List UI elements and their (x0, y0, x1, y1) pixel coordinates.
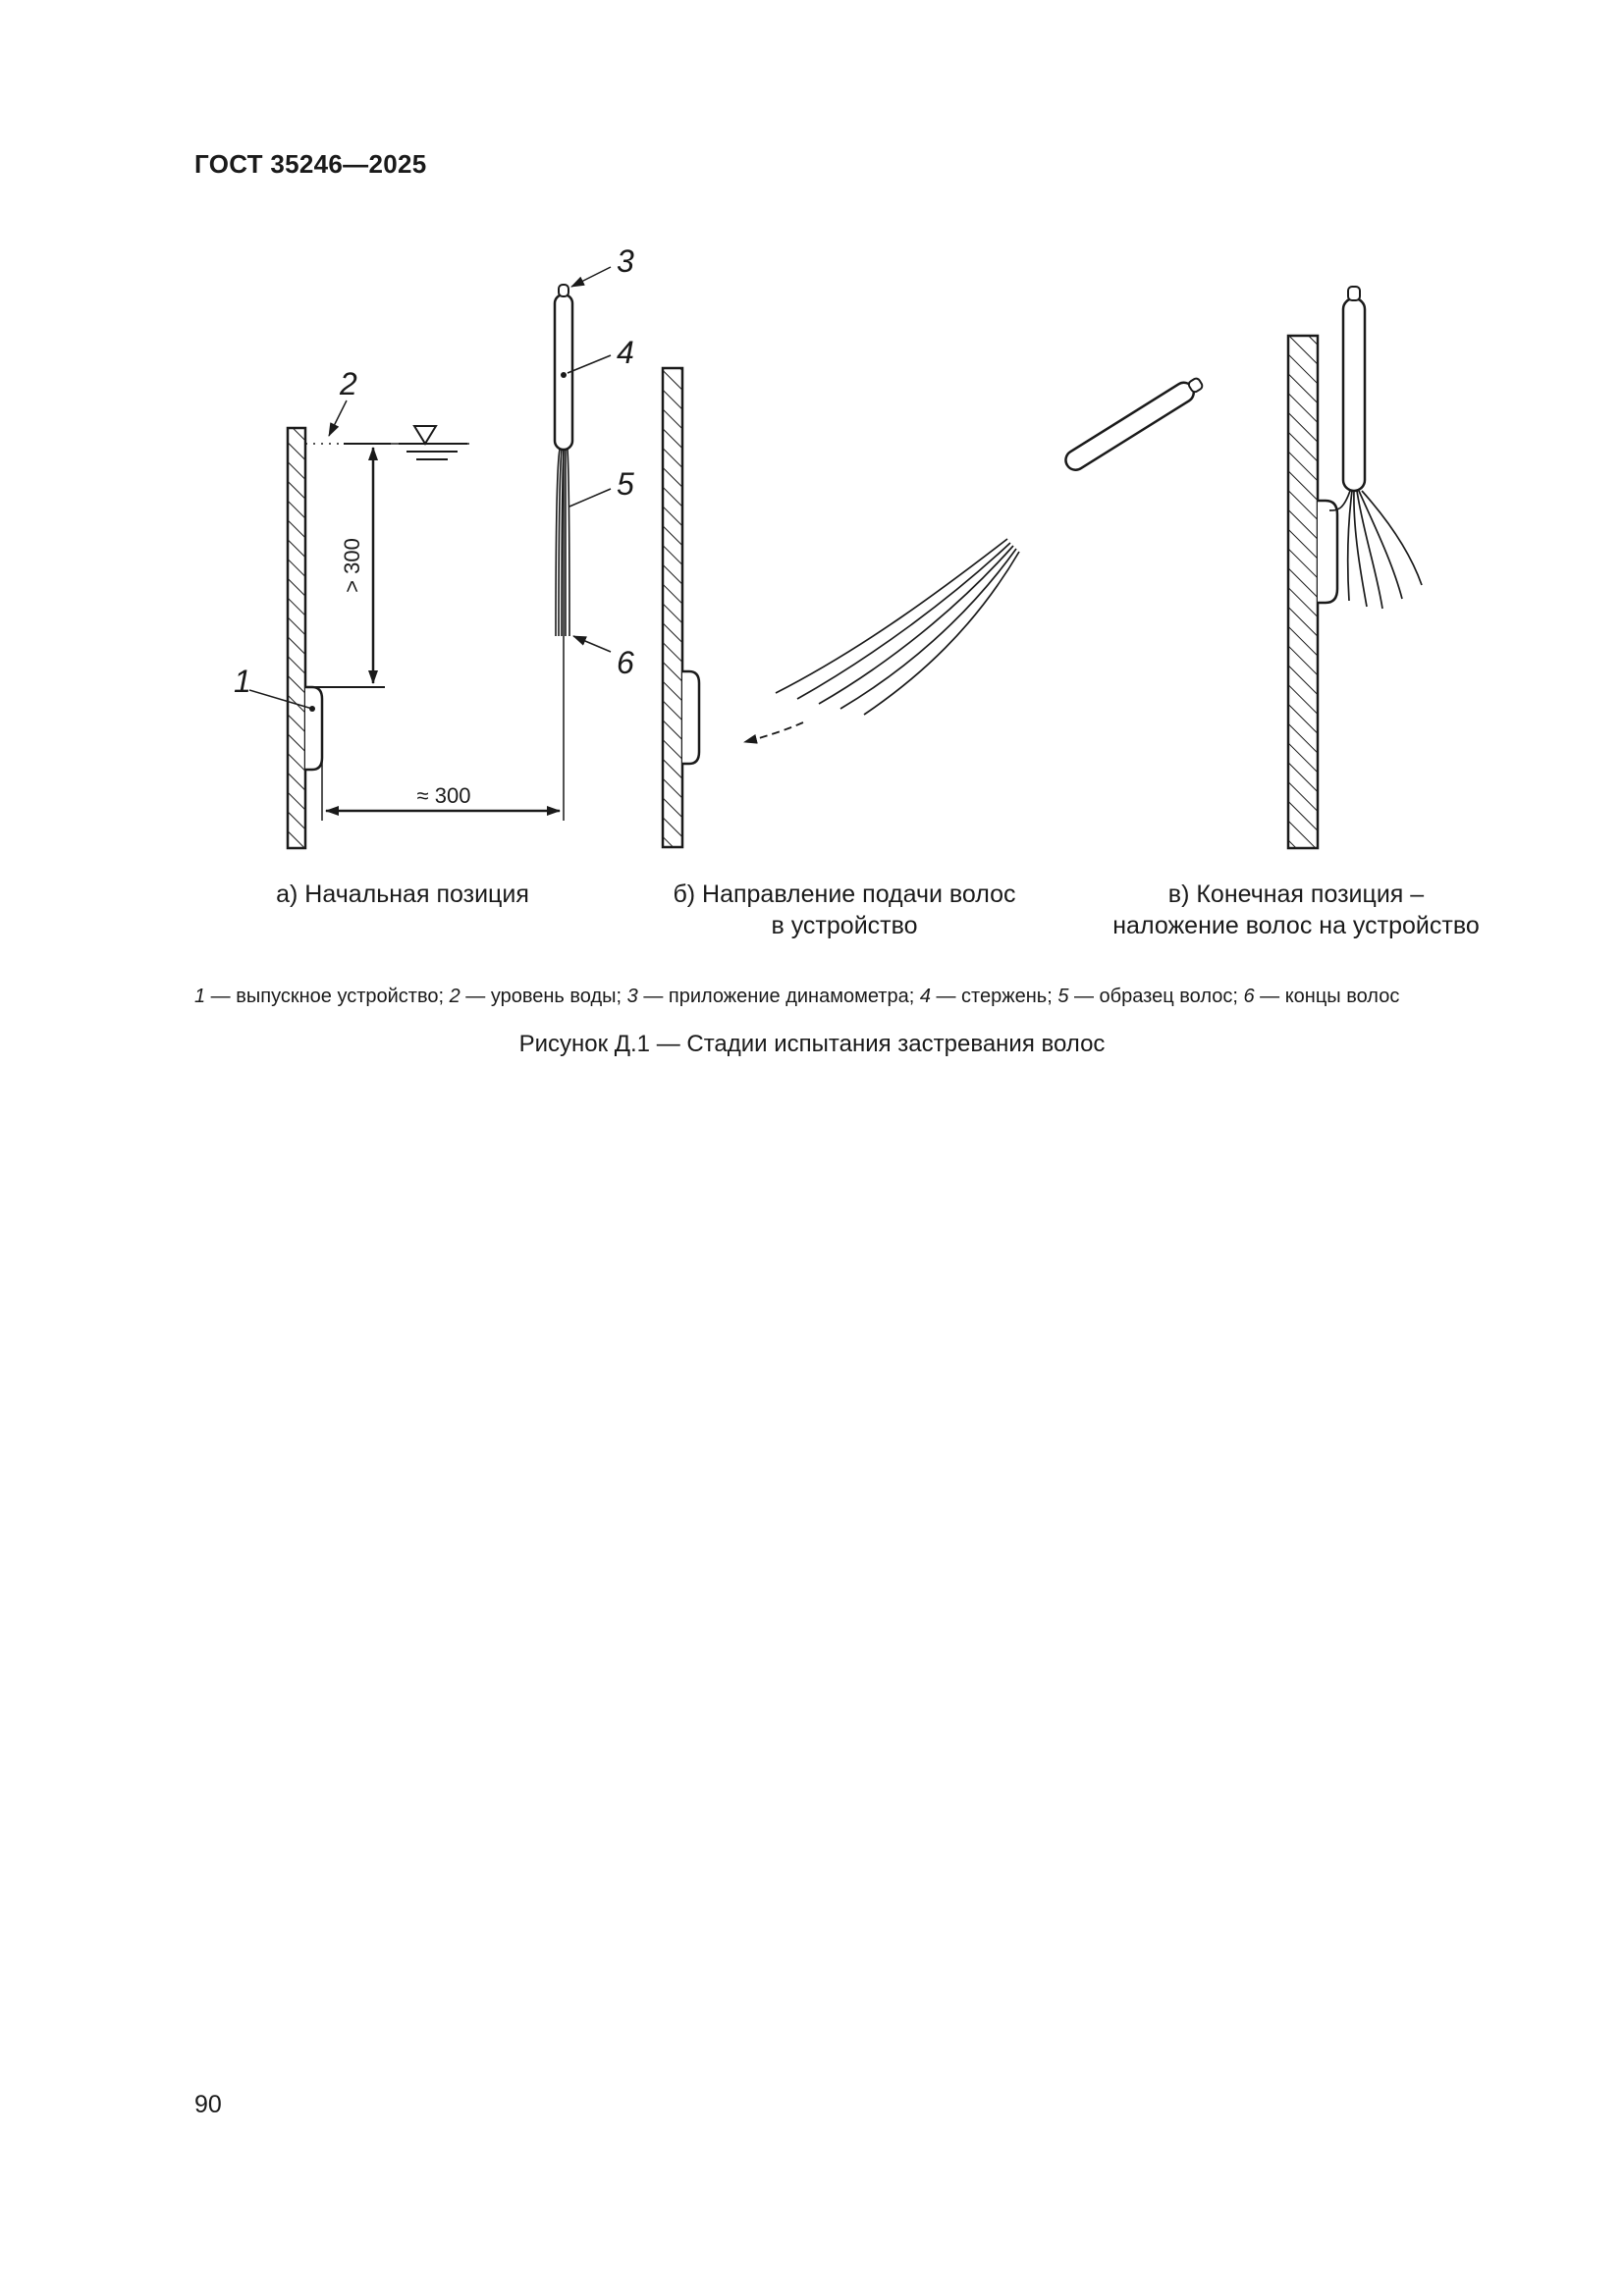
wall-b (663, 368, 682, 847)
figure-legend: 1 — выпускное устройство; 2 — уровень воды; 3 — приложение динамометра; 4 — стержень; 5 — образец волос; 6 — концы волос (194, 986, 1400, 1007)
figure-caption: Рисунок Д.1 — Стадии испытания застревания волос (518, 1031, 1106, 1057)
outlet-device-b (682, 671, 699, 764)
figure-drawing (0, 0, 1624, 982)
subcaption-a: а) Начальная позиция (276, 881, 529, 908)
water-level-symbol (399, 426, 467, 459)
outlet-device-a (305, 687, 322, 770)
panel-a-drawing (234, 243, 634, 848)
rod-c (1343, 298, 1365, 491)
standard-header: ГОСТ 35246—2025 (194, 149, 427, 179)
panel-b-drawing (663, 368, 1206, 847)
dimension-vertical: > 300 (340, 538, 364, 593)
rod-b (1062, 374, 1206, 474)
outlet-device-c (1318, 501, 1337, 603)
figure-d1 (0, 0, 1624, 982)
callout-1: 1 (234, 664, 251, 699)
page-number: 90 (194, 2091, 222, 2118)
wall-c (1288, 336, 1318, 848)
hair-sample-a (556, 450, 569, 636)
callout-2: 2 (340, 366, 357, 401)
callout-4: 4 (617, 335, 634, 370)
callout-3: 3 (617, 243, 634, 279)
hair-sample-c (1329, 491, 1422, 609)
panel-c-drawing (1288, 287, 1422, 848)
subcaption-c: в) Конечная позиция – наложение волос на устройство (1112, 881, 1480, 939)
callout-5: 5 (617, 466, 634, 502)
wall-a (288, 428, 305, 848)
subcaption-b: б) Направление подачи волос в устройство (673, 881, 1016, 939)
dimension-horizontal: ≈ 300 (416, 783, 471, 808)
hair-sample-b (776, 539, 1019, 715)
callout-6: 6 (617, 645, 634, 680)
